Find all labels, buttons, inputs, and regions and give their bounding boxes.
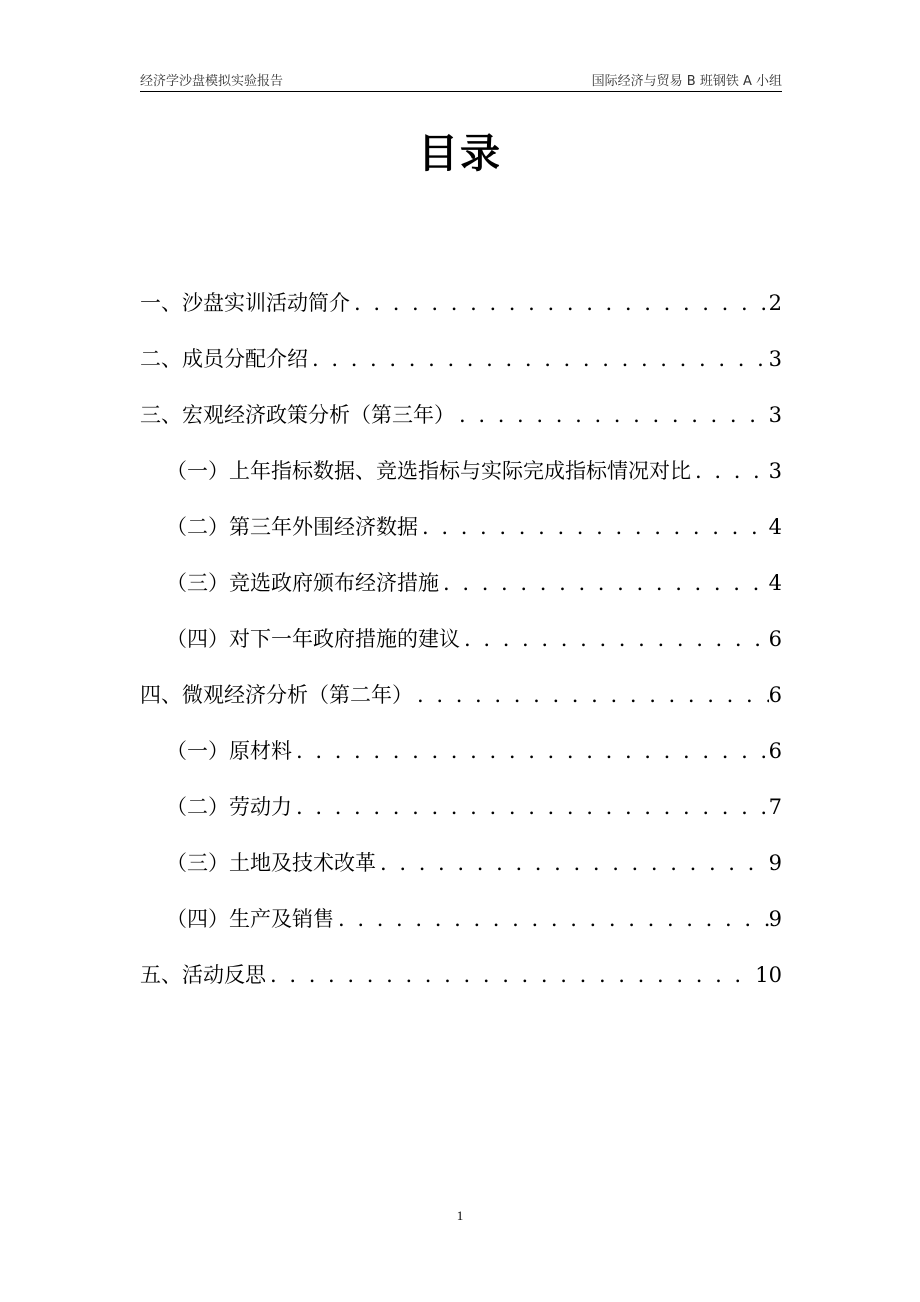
toc-leader-dots — [350, 285, 769, 321]
toc-entry-text: （四）对下一年政府措施的建议 — [166, 627, 460, 651]
toc-entry-page: 3 — [768, 459, 782, 483]
toc-entry-text: 五、活动反思 — [140, 963, 266, 987]
toc-entry-page: 3 — [768, 347, 782, 371]
toc-leader-dots — [455, 397, 769, 433]
toc-entry[interactable] — [140, 845, 782, 901]
toc-entry-page: 9 — [768, 851, 782, 875]
toc-entry[interactable] — [140, 901, 782, 957]
toc-entry-text: （三）土地及技术改革 — [166, 851, 376, 875]
header-group-name: 国际经济与贸易 B 班钢铁 A 小组 — [591, 74, 782, 89]
header-report-title: 经济学沙盘模拟实验报告 — [140, 74, 284, 89]
toc-leader-dots — [266, 957, 755, 993]
toc-leader-dots — [308, 341, 769, 377]
toc-entry-page: 3 — [768, 403, 782, 427]
toc-leader-dots — [376, 845, 769, 881]
toc-entry[interactable] — [140, 789, 782, 845]
header-divider — [140, 91, 782, 92]
toc-entry-page: 4 — [768, 515, 782, 539]
toc-entry-text: 一、沙盘实训活动简介 — [140, 291, 350, 315]
toc-leader-dots — [418, 509, 769, 545]
toc-entry[interactable] — [140, 453, 782, 509]
toc-entry-page: 2 — [768, 291, 782, 315]
toc-leader-dots — [691, 453, 769, 489]
toc-leader-dots — [334, 901, 769, 937]
toc-entry-page: 4 — [768, 571, 782, 595]
toc-entry[interactable] — [140, 733, 782, 789]
toc-entry[interactable] — [140, 677, 782, 733]
toc-entry-text: （四）生产及销售 — [166, 907, 334, 931]
toc-leader-dots — [292, 733, 769, 769]
toc-entry[interactable] — [140, 397, 782, 453]
toc-entry-page: 6 — [768, 739, 782, 763]
toc-leader-dots — [413, 677, 769, 713]
toc-entry[interactable] — [140, 957, 782, 1013]
toc-entry[interactable] — [140, 565, 782, 621]
page-header — [140, 66, 782, 90]
toc-leader-dots — [439, 565, 769, 601]
page-title: 目录 — [418, 131, 502, 177]
toc-entry-page: 6 — [768, 683, 782, 707]
table-of-contents — [140, 285, 782, 1013]
toc-entry[interactable] — [140, 621, 782, 677]
toc-leader-dots — [460, 621, 769, 657]
toc-entry[interactable] — [140, 285, 782, 341]
toc-entry-page: 10 — [755, 963, 782, 987]
toc-leader-dots — [292, 789, 769, 825]
page-number: 1 — [456, 1208, 464, 1223]
toc-entry-text: （三）竞选政府颁布经济措施 — [166, 571, 439, 595]
toc-entry-text: （一）原材料 — [166, 739, 292, 763]
toc-entry-text: 四、微观经济分析（第二年） — [140, 683, 413, 707]
toc-entry[interactable] — [140, 341, 782, 397]
toc-entry[interactable] — [140, 509, 782, 565]
toc-entry-text: （二）第三年外围经济数据 — [166, 515, 418, 539]
toc-entry-page: 7 — [768, 795, 782, 819]
toc-entry-text: （一）上年指标数据、竞选指标与实际完成指标情况对比 — [166, 459, 691, 483]
toc-entry-page: 9 — [768, 907, 782, 931]
toc-entry-text: 二、成员分配介绍 — [140, 347, 308, 371]
toc-entry-page: 6 — [768, 627, 782, 651]
toc-entry-text: （二）劳动力 — [166, 795, 292, 819]
toc-entry-text: 三、宏观经济政策分析（第三年） — [140, 403, 455, 427]
